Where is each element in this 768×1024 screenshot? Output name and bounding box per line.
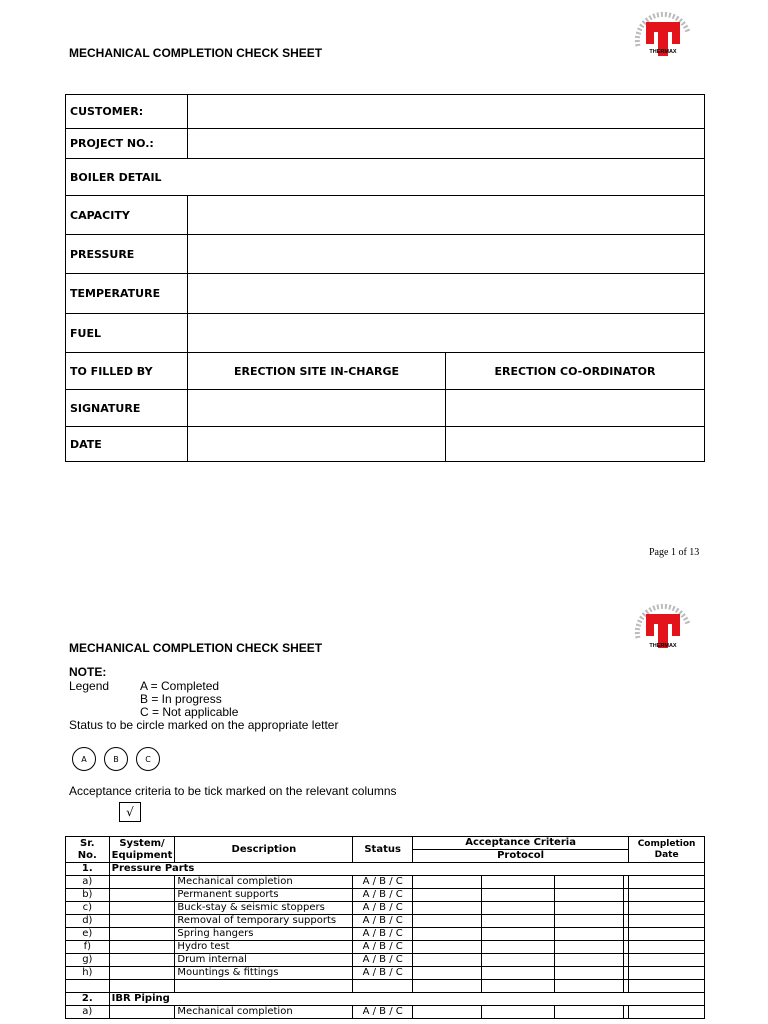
boiler-detail-label: BOILER DETAIL: [66, 159, 705, 196]
row-status[interactable]: A / B / C: [353, 889, 413, 902]
row-sr: a): [66, 1006, 110, 1019]
section-no: 1.: [66, 863, 110, 876]
header-sr: Sr.: [80, 837, 95, 849]
row-sr: c): [66, 902, 110, 915]
row-status[interactable]: A / B / C: [353, 928, 413, 941]
row-system: [109, 1006, 175, 1019]
header-system-line1: System/: [119, 837, 165, 849]
row-sr: a): [66, 876, 110, 889]
header-sr-no: [66, 837, 110, 863]
row-system: [109, 954, 175, 967]
row-sr: h): [66, 967, 110, 980]
blank-cell: [555, 980, 624, 993]
coordinator-date[interactable]: [446, 427, 705, 462]
protocol-cell[interactable]: [482, 967, 555, 980]
header-acceptance: Acceptance Criteria: [412, 837, 628, 850]
status-circle-c: C: [136, 747, 160, 771]
pressure-field[interactable]: [188, 235, 705, 274]
header-system: [109, 837, 175, 863]
completion-cell[interactable]: [629, 889, 705, 902]
header-date: Date: [654, 849, 679, 860]
fuel-label: FUEL: [66, 314, 188, 353]
completion-cell[interactable]: [629, 928, 705, 941]
protocol-cell[interactable]: [555, 954, 624, 967]
legend-a: A = Completed: [140, 679, 220, 693]
row-system: [109, 889, 175, 902]
thermax-logo: [628, 10, 698, 72]
protocol-cell[interactable]: [412, 915, 481, 928]
protocol-cell[interactable]: [555, 915, 624, 928]
project-no-label: PROJECT NO.:: [66, 129, 188, 159]
table-row: [66, 1006, 705, 1019]
row-system: [109, 928, 175, 941]
customer-label: CUSTOMER:: [66, 95, 188, 129]
completion-cell[interactable]: [629, 915, 705, 928]
protocol-cell[interactable]: [412, 928, 481, 941]
date-label: DATE: [66, 427, 188, 462]
capacity-field[interactable]: [188, 196, 705, 235]
row-status[interactable]: A / B / C: [353, 915, 413, 928]
protocol-cell[interactable]: [555, 967, 624, 980]
row-desc: Hydro test: [175, 941, 353, 954]
row-desc: Buck-stay & seismic stoppers: [175, 902, 353, 915]
legend-c: C = Not applicable: [140, 705, 239, 719]
page2-title: MECHANICAL COMPLETION CHECK SHEET: [69, 641, 323, 655]
table-row: [66, 928, 705, 941]
completion-cell[interactable]: [629, 1006, 705, 1019]
table-row-blank: [66, 980, 705, 993]
protocol-cell[interactable]: [482, 954, 555, 967]
checklist-table: [65, 836, 705, 1019]
pressure-label: PRESSURE: [66, 235, 188, 274]
row-desc: Permanent supports: [175, 889, 353, 902]
section-no: 2.: [66, 993, 110, 1006]
row-status[interactable]: A / B / C: [353, 1006, 413, 1019]
completion-cell[interactable]: [629, 902, 705, 915]
temperature-label: TEMPERATURE: [66, 274, 188, 314]
protocol-cell[interactable]: [555, 941, 624, 954]
row-system: [109, 941, 175, 954]
protocol-cell[interactable]: [555, 928, 624, 941]
header-completion: Completion: [637, 838, 696, 849]
protocol-cell[interactable]: [412, 876, 481, 889]
section-name: IBR Piping: [109, 993, 704, 1006]
completion-cell[interactable]: [629, 876, 705, 889]
row-sr: d): [66, 915, 110, 928]
thermax-logo-icon: [628, 10, 698, 72]
table-row: [66, 915, 705, 928]
row-status[interactable]: A / B / C: [353, 876, 413, 889]
signature-label: SIGNATURE: [66, 390, 188, 427]
coordinator-signature[interactable]: [446, 390, 705, 427]
completion-cell[interactable]: [629, 954, 705, 967]
row-desc: Drum internal: [175, 954, 353, 967]
row-status[interactable]: A / B / C: [353, 902, 413, 915]
page-number: Page 1 of 13: [649, 547, 700, 558]
row-sr: g): [66, 954, 110, 967]
row-desc: Mechanical completion: [175, 1006, 353, 1019]
protocol-cell[interactable]: [482, 941, 555, 954]
header-protocol: Protocol: [412, 850, 628, 863]
fuel-field[interactable]: [188, 314, 705, 353]
protocol-cell[interactable]: [555, 876, 624, 889]
protocol-cell[interactable]: [412, 941, 481, 954]
page1-title: MECHANICAL COMPLETION CHECK SHEET: [69, 46, 323, 60]
table-row: [66, 902, 705, 915]
legend-label: Legend: [69, 679, 110, 693]
protocol-cell[interactable]: [482, 928, 555, 941]
header-description: Description: [175, 837, 353, 863]
protocol-cell[interactable]: [482, 876, 555, 889]
site-incharge-header: ERECTION SITE IN-CHARGE: [188, 353, 446, 390]
legend-b: B = In progress: [140, 692, 222, 706]
protocol-cell[interactable]: [555, 902, 624, 915]
acceptance-note: Acceptance criteria to be tick marked on the relevant columns: [69, 784, 397, 798]
status-note: Status to be circle marked on the appropriate letter: [69, 718, 339, 732]
protocol-cell[interactable]: [482, 1006, 555, 1019]
protocol-cell[interactable]: [555, 889, 624, 902]
protocol-cell[interactable]: [412, 954, 481, 967]
row-system: [109, 915, 175, 928]
row-system: [109, 967, 175, 980]
row-system: [109, 876, 175, 889]
table-row: [66, 941, 705, 954]
table-row: [66, 876, 705, 889]
row-sr: f): [66, 941, 110, 954]
note-label: NOTE:: [69, 665, 107, 679]
protocol-cell[interactable]: [412, 967, 481, 980]
protocol-cell[interactable]: [412, 902, 481, 915]
row-desc: Mountings & fittings: [175, 967, 353, 980]
blank-cell: [482, 980, 555, 993]
blank-cell: [175, 980, 353, 993]
row-desc: Spring hangers: [175, 928, 353, 941]
protocol-cell[interactable]: [412, 889, 481, 902]
table-row: [66, 954, 705, 967]
header-status: Status: [353, 837, 413, 863]
row-sr: e): [66, 928, 110, 941]
protocol-cell[interactable]: [482, 889, 555, 902]
blank-cell: [412, 980, 481, 993]
completion-cell[interactable]: [629, 967, 705, 980]
thermax-logo-2: [628, 602, 698, 664]
protocol-cell[interactable]: [555, 1006, 624, 1019]
row-status[interactable]: A / B / C: [353, 941, 413, 954]
blank-cell: [66, 980, 110, 993]
table-row: [66, 967, 705, 980]
project-no-field[interactable]: [188, 129, 705, 159]
protocol-cell[interactable]: [412, 1006, 481, 1019]
status-circle-a: A: [72, 747, 96, 771]
temperature-field[interactable]: [188, 274, 705, 314]
row-desc: Mechanical completion: [175, 876, 353, 889]
coordinator-header: ERECTION CO-ORDINATOR: [446, 353, 705, 390]
row-status[interactable]: A / B / C: [353, 967, 413, 980]
row-desc: Removal of temporary supports: [175, 915, 353, 928]
to-filled-by-label: TO FILLED BY: [66, 353, 188, 390]
capacity-label: CAPACITY: [66, 196, 188, 235]
row-system: [109, 902, 175, 915]
section-name: Pressure Parts: [109, 863, 704, 876]
logo-text-2: THERMAX: [649, 643, 677, 649]
logo-text: THERMAX: [649, 49, 677, 55]
blank-cell: [629, 980, 705, 993]
tick-box: √: [119, 802, 141, 822]
site-incharge-date[interactable]: [188, 427, 446, 462]
protocol-cell[interactable]: [482, 915, 555, 928]
customer-info-table: [65, 94, 705, 462]
thermax-logo-icon: [628, 602, 698, 664]
header-system-line2: Equipment: [111, 849, 173, 861]
status-circle-b: B: [104, 747, 128, 771]
table-row: [66, 889, 705, 902]
site-incharge-signature[interactable]: [188, 390, 446, 427]
completion-cell[interactable]: [629, 941, 705, 954]
row-sr: b): [66, 889, 110, 902]
blank-cell: [109, 980, 175, 993]
header-completion-date: [629, 837, 705, 863]
protocol-cell[interactable]: [482, 902, 555, 915]
header-no: No.: [77, 849, 97, 861]
row-status[interactable]: A / B / C: [353, 954, 413, 967]
customer-field[interactable]: [188, 95, 705, 129]
blank-cell: [353, 980, 413, 993]
